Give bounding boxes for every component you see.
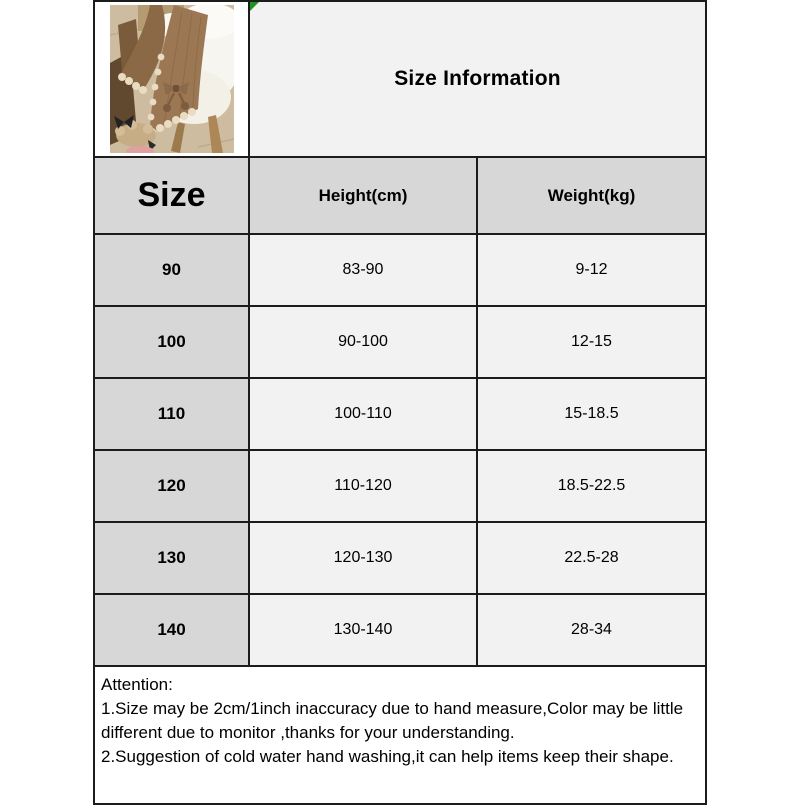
height-cell: 110-120 <box>250 451 476 521</box>
column-header-size: Size <box>95 158 248 233</box>
product-photo <box>110 5 234 153</box>
cell-corner-marker-icon <box>250 2 259 11</box>
attention-note: 1.Size may be 2cm/1inch inaccuracy due to hand measure,Color may be little different due to monitor ,thanks for your understanding. <box>101 699 684 742</box>
height-cell: 100-110 <box>250 379 476 449</box>
height-cell: 83-90 <box>250 235 476 305</box>
size-table <box>93 0 707 667</box>
weight-cell: 12-15 <box>478 307 705 377</box>
attention-note: 2.Suggestion of cold water hand washing,it can help items keep their shape. <box>101 747 674 766</box>
weight-cell: 22.5-28 <box>478 523 705 593</box>
column-header-weight: Weight(kg) <box>478 158 705 233</box>
attention-box <box>93 665 707 805</box>
height-cell: 90-100 <box>250 307 476 377</box>
weight-cell: 18.5-22.5 <box>478 451 705 521</box>
attention-title: Attention: <box>101 675 173 694</box>
height-cell: 120-130 <box>250 523 476 593</box>
product-photo-cell <box>95 2 248 156</box>
weight-cell: 9-12 <box>478 235 705 305</box>
height-cell: 130-140 <box>250 595 476 665</box>
size-information-title: Size Information <box>394 67 561 90</box>
size-cell: 140 <box>95 595 248 665</box>
column-header-height: Height(cm) <box>250 158 476 233</box>
size-cell: 120 <box>95 451 248 521</box>
size-cell: 100 <box>95 307 248 377</box>
size-cell: 130 <box>95 523 248 593</box>
size-chart <box>93 0 707 805</box>
size-information-header-cell <box>250 2 705 156</box>
weight-cell: 28-34 <box>478 595 705 665</box>
size-cell: 90 <box>95 235 248 305</box>
weight-cell: 15-18.5 <box>478 379 705 449</box>
size-cell: 110 <box>95 379 248 449</box>
